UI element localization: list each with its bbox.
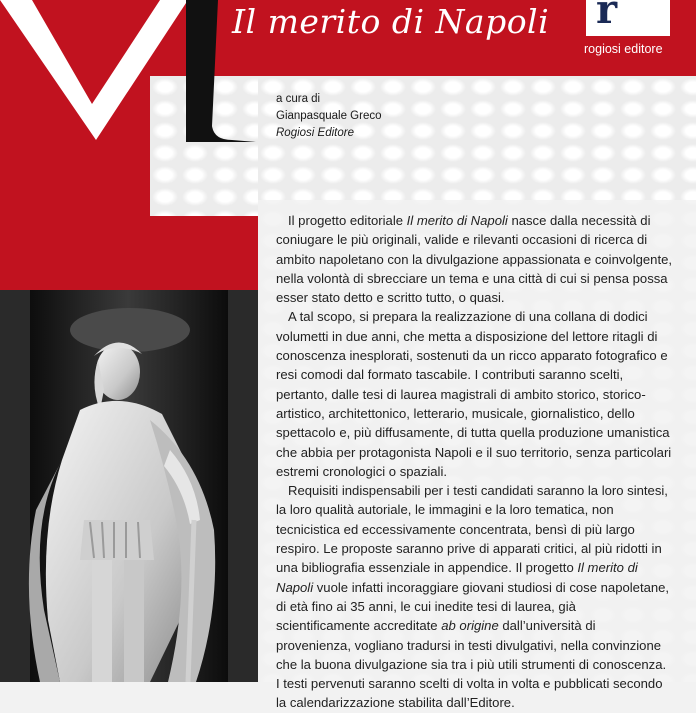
publisher-name: rogiosi editore: [584, 42, 663, 56]
big-m-logo: [0, 0, 260, 150]
body-text: [276, 211, 672, 713]
paragraph: A tal scopo, si prepara la realizzazione di una collana di dodici volumetti in due anni, che metta a disposizione del lettore ritagli di conoscenza inesplorati, sostenuti da un ricco apparato fotografico e resi comodi dal formato tascabile. I contributi saranno scelti, pertanto, dalle tesi di laurea magistrali di ambito storico, storico-artistico, architettonico, letterario, musicale, giornalistico, dello spettacolo e, più diffusamente, di tutta quella produzione umanistica che abbia per protagonista Napoli e il suo territorio, senza particolari estremi cronologici o spaziali.: [276, 309, 672, 479]
publisher-credit: Rogiosi Editore: [276, 127, 354, 139]
paragraph: Requisiti indispensabili per i testi candidati saranno la loro sintesi, la loro qualità autoriale, le immagini e la loro tematica, non tecnicistica ed eccessivamente concentrata, bensì di più largo respiro. Le proposte saranno prive di apparati critici, al più ridotti in una bibliografia essenziale in appendice. Il progetto Il merito di Napoli vuole infatti incoraggiare giovani studiosi di cose napoletane, di età fino ai 35 anni, le cui inedite tesi di laurea, già scientificamente accreditate ab origine dall’università di provenienza, vogliano tradursi in testi divulgativi, nella convinzione che la buona divulgazione sia tra i più utili strumenti di conoscenza. I testi pervenuti saranno scelti di volta in volta e pubblicati secondo la calendarizzazione stabilita dall’Editore.: [276, 483, 670, 711]
paragraph: Il progetto editoriale Il merito di Napoli nasce dalla necessità di coniugare le più originali, valide e rilevanti occasioni di ricerca di ambito napoletano con la divulgazione appassionata e coinvolgente, nella volontà di sbrecciare un tema e una città di cui si pensa possa esser stato detto e scritto tutto, o quasi.: [276, 213, 673, 306]
statue-photo: [0, 290, 258, 682]
credits: [276, 91, 381, 142]
credits-line: a cura di: [276, 93, 321, 105]
page-title: Il merito di Napoli: [232, 2, 550, 41]
editor-name: Gianpasquale Greco: [276, 110, 382, 122]
publisher-logo-letter: r: [596, 0, 618, 33]
